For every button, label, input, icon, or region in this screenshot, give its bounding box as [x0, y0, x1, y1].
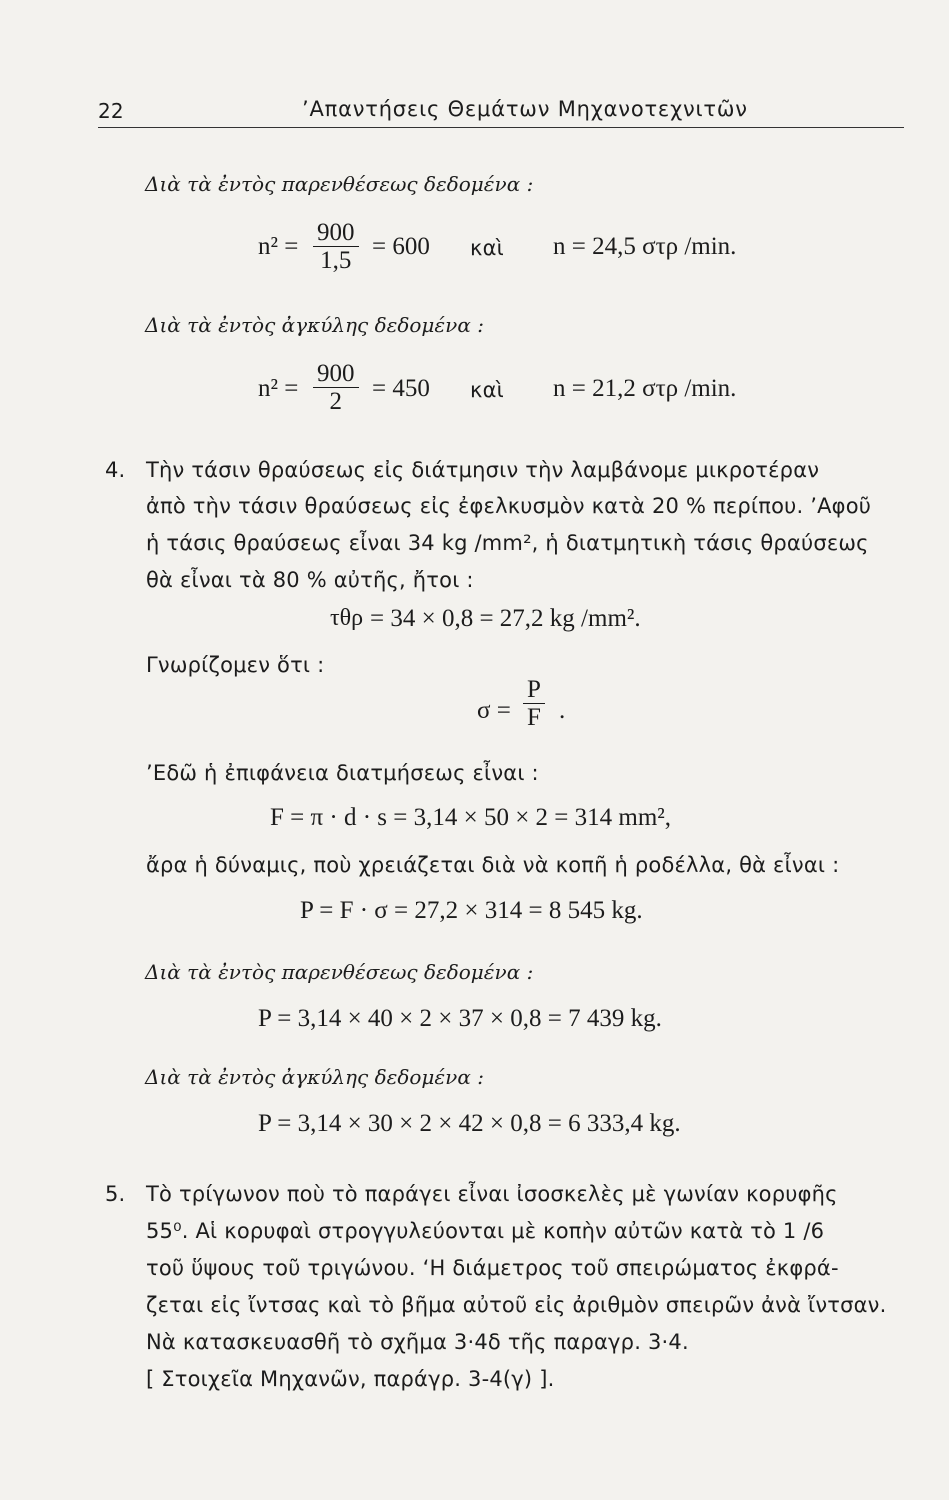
eq2-n: n = 21,2 στρ /min. — [553, 375, 737, 402]
eq1-numerator: 900 — [313, 219, 359, 247]
item5-line4: ζεται εἰς ἴντσας καὶ τὸ βῆμα αὐτοῦ εἰς ἀριθμὸν σπειρῶν ἀνὰ ἴντσαν. — [146, 1293, 887, 1317]
item5-line6: [ Στοιχεῖα Μηχανῶν, παράγρ. 3-4(γ) ]. — [146, 1367, 555, 1391]
force-equation-3: P = 3,14 × 30 × 2 × 42 × 0,8 = 6 333,4 kg. — [258, 1110, 681, 1137]
header-rule — [98, 127, 904, 128]
eq1-denominator: 1,5 — [320, 247, 352, 274]
item4-line3: ἡ τάσις θραύσεως εἶναι 34 kg /mm², ἡ διατμητικὴ τάσις θραύσεως — [146, 531, 869, 555]
page-number: 22 — [98, 99, 124, 123]
item5-line3: τοῦ ὕψους τοῦ τριγώνου. ‘Η διάμετρος τοῦ σπειρώματος ἐκφρά- — [146, 1256, 839, 1280]
heading-bracket-1: Διὰ τὰ ἐντὸς ἀγκύλης δεδομένα : — [145, 313, 484, 337]
item4-line4: θὰ εἶναι τὰ 80 % αὐτῆς, ἤτοι : — [146, 568, 474, 592]
eq2-denominator: 2 — [329, 388, 342, 415]
item5-line2: 55⁰. Αἱ κορυφαὶ στρογγυλεύονται μὲ κοπὴν αὐτῶν κατὰ τὸ 1 /6 — [146, 1219, 825, 1243]
item5-line1: Τὸ τρίγωνον ποὺ τὸ παράγει εἶναι ἰσοσκελὲς μὲ γωνίαν κορυφῆς — [146, 1182, 838, 1206]
item4-line1: Τὴν τάσιν θραύσεως εἰς διάτμησιν τὴν λαμβάνομε μικροτέραν — [146, 458, 820, 482]
know-label: Γνωρίζομεν ὅτι : — [146, 653, 325, 677]
tau-lhs: τθρ — [330, 605, 364, 631]
force-equation: P = F · σ = 27,2 × 314 = 8 545 kg. — [300, 897, 643, 924]
running-title: ’Απαντήσεις Θεμάτων Μηχανοτεχνιτῶν — [302, 97, 748, 121]
force-intro: ἄρα ἡ δύναμις, ποὺ χρειάζεται διὰ νὰ κοπῆ ἡ ροδέλλα, θὰ εἶναι : — [146, 853, 840, 877]
tau-rhs: = 34 × 0,8 = 27,2 kg /mm². — [370, 605, 641, 632]
eq1-n: n = 24,5 στρ /min. — [553, 233, 737, 260]
eq2-fraction — [313, 360, 359, 415]
sigma-end: . — [559, 697, 566, 724]
eq2-lhs: n² = — [258, 375, 299, 402]
eq1-and: καὶ — [470, 236, 504, 260]
item5-number: 5. — [105, 1182, 126, 1206]
heading-bracket-2: Διὰ τὰ ἐντὸς ἀγκύλης δεδομένα : — [145, 1065, 484, 1089]
sigma-numerator: P — [523, 676, 545, 704]
force-equation-2: P = 3,14 × 40 × 2 × 37 × 0,8 = 7 439 kg. — [258, 1005, 662, 1032]
heading-paren-1: Διὰ τὰ ἐντὸς παρενθέσεως δεδομένα : — [145, 172, 534, 196]
eq2-and: καὶ — [470, 378, 504, 402]
eq1-lhs: n² = — [258, 233, 299, 260]
eq2-numerator: 900 — [313, 360, 359, 388]
sigma-denominator: F — [527, 704, 541, 731]
area-intro: ’Εδῶ ἡ ἐπιφάνεια διατμήσεως εἶναι : — [146, 761, 539, 785]
eq1-rhs: = 600 — [372, 233, 430, 260]
item4-line2: ἀπὸ τὴν τάσιν θραύσεως εἰς ἐφελκυσμὸν κατὰ 20 % περίπου. ’Αφοῦ — [146, 494, 872, 518]
area-equation: F = π · d · s = 3,14 × 50 × 2 = 314 mm², — [270, 804, 672, 831]
item5-line5: Νὰ κατασκευασθῆ τὸ σχῆμα 3·4δ τῆς παραγρ. 3·4. — [146, 1330, 689, 1354]
heading-paren-2: Διὰ τὰ ἐντὸς παρενθέσεως δεδομένα : — [145, 960, 534, 984]
eq1-fraction — [313, 219, 359, 274]
eq2-rhs: = 450 — [372, 375, 430, 402]
sigma-fraction — [523, 676, 545, 731]
sigma-lhs: σ = — [477, 697, 511, 724]
item4-number: 4. — [105, 458, 126, 482]
